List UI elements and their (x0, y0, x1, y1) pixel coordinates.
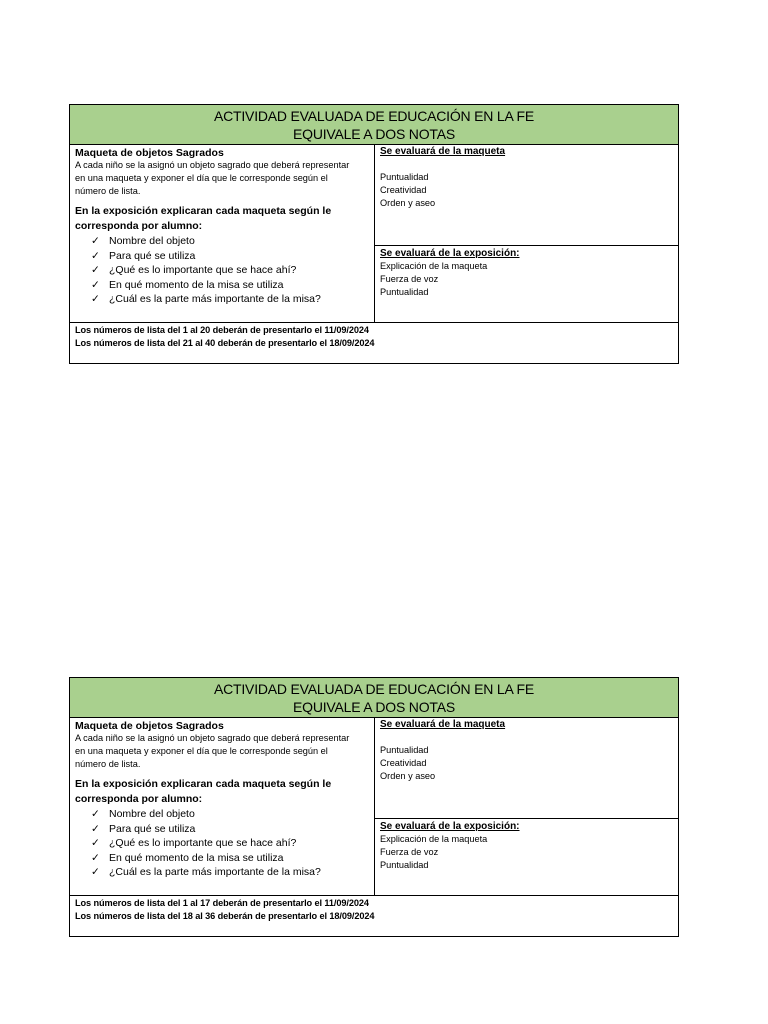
card-title: ACTIVIDAD EVALUADA DE EDUCACIÓN EN LA FE (213, 680, 535, 697)
description-line: número de lista. (75, 759, 141, 769)
checkmark-icon: ✓ (91, 278, 100, 291)
right-column (375, 145, 678, 322)
list-item (91, 865, 369, 880)
card-title: ACTIVIDAD EVALUADA DE EDUCACIÓN EN LA FE (213, 107, 535, 124)
exposition-heading (75, 777, 369, 807)
criteria-item: Orden y aseo (380, 771, 436, 781)
list-item (91, 278, 369, 293)
list-item-text: En qué momento de la misa se utiliza (109, 278, 284, 291)
criteria-item: Orden y aseo (380, 198, 436, 208)
exposition-heading-line: En la exposición explicaran cada maqueta según le (75, 778, 332, 790)
list-item-text: ¿Qué es lo importante que se hace ahí? (109, 837, 297, 849)
criteria-item: Explicación de la maqueta (380, 834, 488, 844)
model-criteria-heading: Se evaluará de la maqueta (380, 146, 506, 157)
card-subtitle: EQUIVALE A DOS NOTAS (293, 125, 455, 142)
description-line: A cada niño se la asignó un objeto sagrado que deberá representar (75, 733, 350, 743)
description-line: número de lista. (75, 186, 141, 196)
card-subtitle: EQUIVALE A DOS NOTAS (293, 698, 455, 715)
activity-card-2 (69, 677, 679, 937)
list-item-text: Para qué se utiliza (109, 249, 196, 262)
list-item (91, 836, 369, 851)
checkmark-icon: ✓ (91, 808, 100, 820)
model-criteria (375, 718, 678, 819)
card-body (70, 718, 678, 896)
description-line: en una maqueta y exponer el día que le corresponde según el (75, 173, 328, 183)
list-item-text: Nombre del objeto (109, 235, 195, 247)
card-footer (70, 323, 678, 351)
list-item-text: ¿Cuál es la parte más importante de la misa? (109, 866, 321, 878)
list-item (91, 292, 369, 307)
list-item (91, 851, 369, 866)
criteria-item: Puntualidad (380, 860, 429, 870)
criteria-item: Fuerza de voz (380, 847, 439, 857)
schedule-line: Los números de lista del 1 al 17 deberán de presentarlo el 11/09/2024 (75, 898, 369, 908)
exposition-heading (75, 204, 369, 234)
project-heading: Maqueta de objetos Sagrados (75, 147, 224, 159)
checkmark-icon: ✓ (91, 293, 100, 305)
activity-card-1 (69, 104, 679, 364)
schedule-line: Los números de lista del 21 al 40 deberán de presentarlo el 18/09/2024 (75, 338, 375, 348)
checkmark-icon: ✓ (91, 866, 100, 878)
card-header (70, 105, 678, 145)
criteria-item: Explicación de la maqueta (380, 261, 488, 271)
card-footer (70, 896, 678, 924)
list-item-text: En qué momento de la misa se utiliza (109, 851, 284, 864)
checklist (75, 234, 369, 307)
left-column (70, 718, 375, 895)
checkmark-icon: ✓ (91, 249, 100, 262)
description-line: en una maqueta y exponer el día que le corresponde según el (75, 746, 328, 756)
list-item-text: ¿Qué es lo importante que se hace ahí? (109, 264, 297, 276)
card-body (70, 145, 678, 323)
criteria-item: Creatividad (380, 185, 427, 195)
criteria-item: Creatividad (380, 758, 427, 768)
list-item (91, 822, 369, 837)
model-criteria-heading: Se evaluará de la maqueta (380, 719, 506, 730)
criteria-item: Puntualidad (380, 745, 429, 755)
list-item-text: ¿Cuál es la parte más importante de la misa? (109, 293, 321, 305)
checklist (75, 807, 369, 880)
right-column (375, 718, 678, 895)
exposition-heading-line: corresponda por alumno: (75, 220, 203, 232)
checkmark-icon: ✓ (91, 822, 100, 835)
list-item (91, 807, 369, 822)
schedule-line: Los números de lista del 1 al 20 deberán de presentarlo el 11/09/2024 (75, 325, 369, 335)
exposition-heading-line: En la exposición explicaran cada maqueta según le (75, 205, 332, 217)
list-item-text: Para qué se utiliza (109, 822, 196, 835)
exposition-criteria-heading: Se evaluará de la exposición: (380, 821, 520, 832)
schedule-line: Los números de lista del 18 al 36 deberán de presentarlo el 18/09/2024 (75, 911, 375, 921)
description-line: A cada niño se la asignó un objeto sagrado que deberá representar (75, 160, 350, 170)
exposition-criteria (375, 246, 678, 322)
exposition-heading-line: corresponda por alumno: (75, 793, 203, 805)
criteria-item: Puntualidad (380, 172, 429, 182)
left-column (70, 145, 375, 322)
checkmark-icon: ✓ (91, 235, 100, 247)
list-item (91, 234, 369, 249)
model-criteria (375, 145, 678, 246)
checkmark-icon: ✓ (91, 264, 100, 276)
checkmark-icon: ✓ (91, 837, 100, 849)
list-item (91, 263, 369, 278)
project-heading: Maqueta de objetos Sagrados (75, 720, 224, 732)
criteria-item: Puntualidad (380, 287, 429, 297)
list-item (91, 249, 369, 264)
list-item-text: Nombre del objeto (109, 808, 195, 820)
exposition-criteria-heading: Se evaluará de la exposición: (380, 248, 520, 259)
criteria-item: Fuerza de voz (380, 274, 439, 284)
checkmark-icon: ✓ (91, 851, 100, 864)
card-header (70, 678, 678, 718)
exposition-criteria (375, 819, 678, 895)
